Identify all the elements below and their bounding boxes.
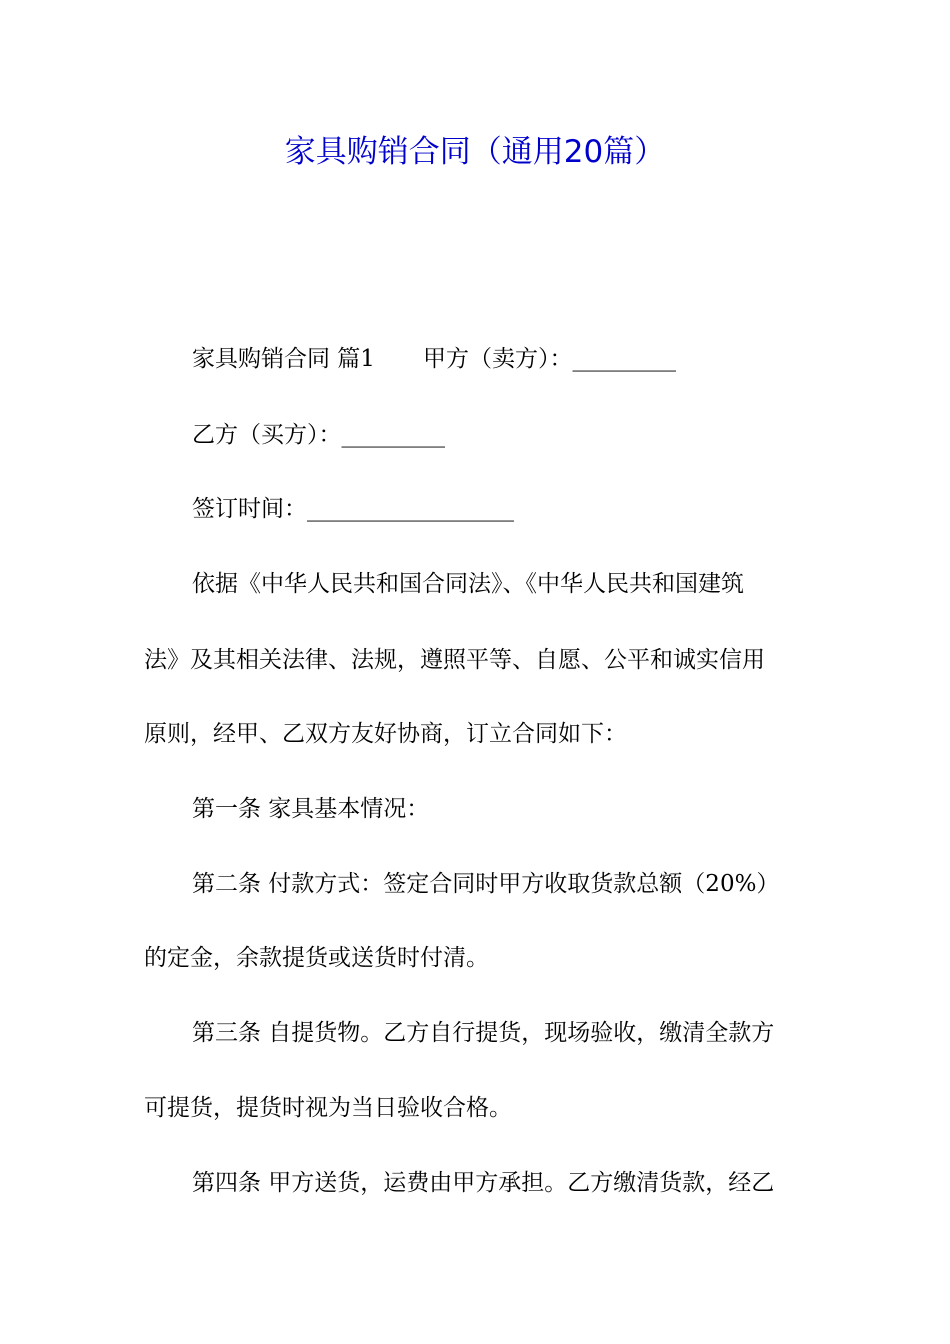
clause-1: 第一条 家具基本情况：: [192, 796, 430, 822]
clause-4: 第四条 甲方送货，运费由甲方承担。乙方缴清货款，经乙: [192, 1170, 775, 1196]
paragraph-line: 原则，经甲、乙双方友好协商，订立合同如下：: [144, 721, 627, 747]
header-line: [192, 342, 676, 376]
paragraph-line: 可提货，提货时视为当日验收合格。: [144, 1095, 512, 1121]
clause-2: 第二条 付款方式：签定合同时甲方收取货款总额（20%）: [192, 871, 780, 897]
clause-3: 第三条 自提货物。乙方自行提货，现场验收，缴清全款方: [192, 1020, 775, 1046]
document-title: 家具购销合同（通用20篇）: [284, 134, 666, 170]
paragraph-line: 法》及其相关法律、法规，遵照平等、自愿、公平和诚实信用: [144, 647, 765, 673]
paragraph-line: 的定金，余款提货或送货时付清。: [144, 945, 489, 971]
party-a-field: 甲方（卖方）：_________: [422, 346, 676, 372]
contract-label: 家具购销合同 篇1: [192, 346, 375, 372]
party-b-field: 乙方（买方）：_________: [192, 422, 445, 448]
sign-date-field: 签订时间：__________________: [192, 496, 514, 522]
paragraph-line: 依据《中华人民共和国合同法》、《中华人民共和国建筑: [192, 571, 744, 597]
